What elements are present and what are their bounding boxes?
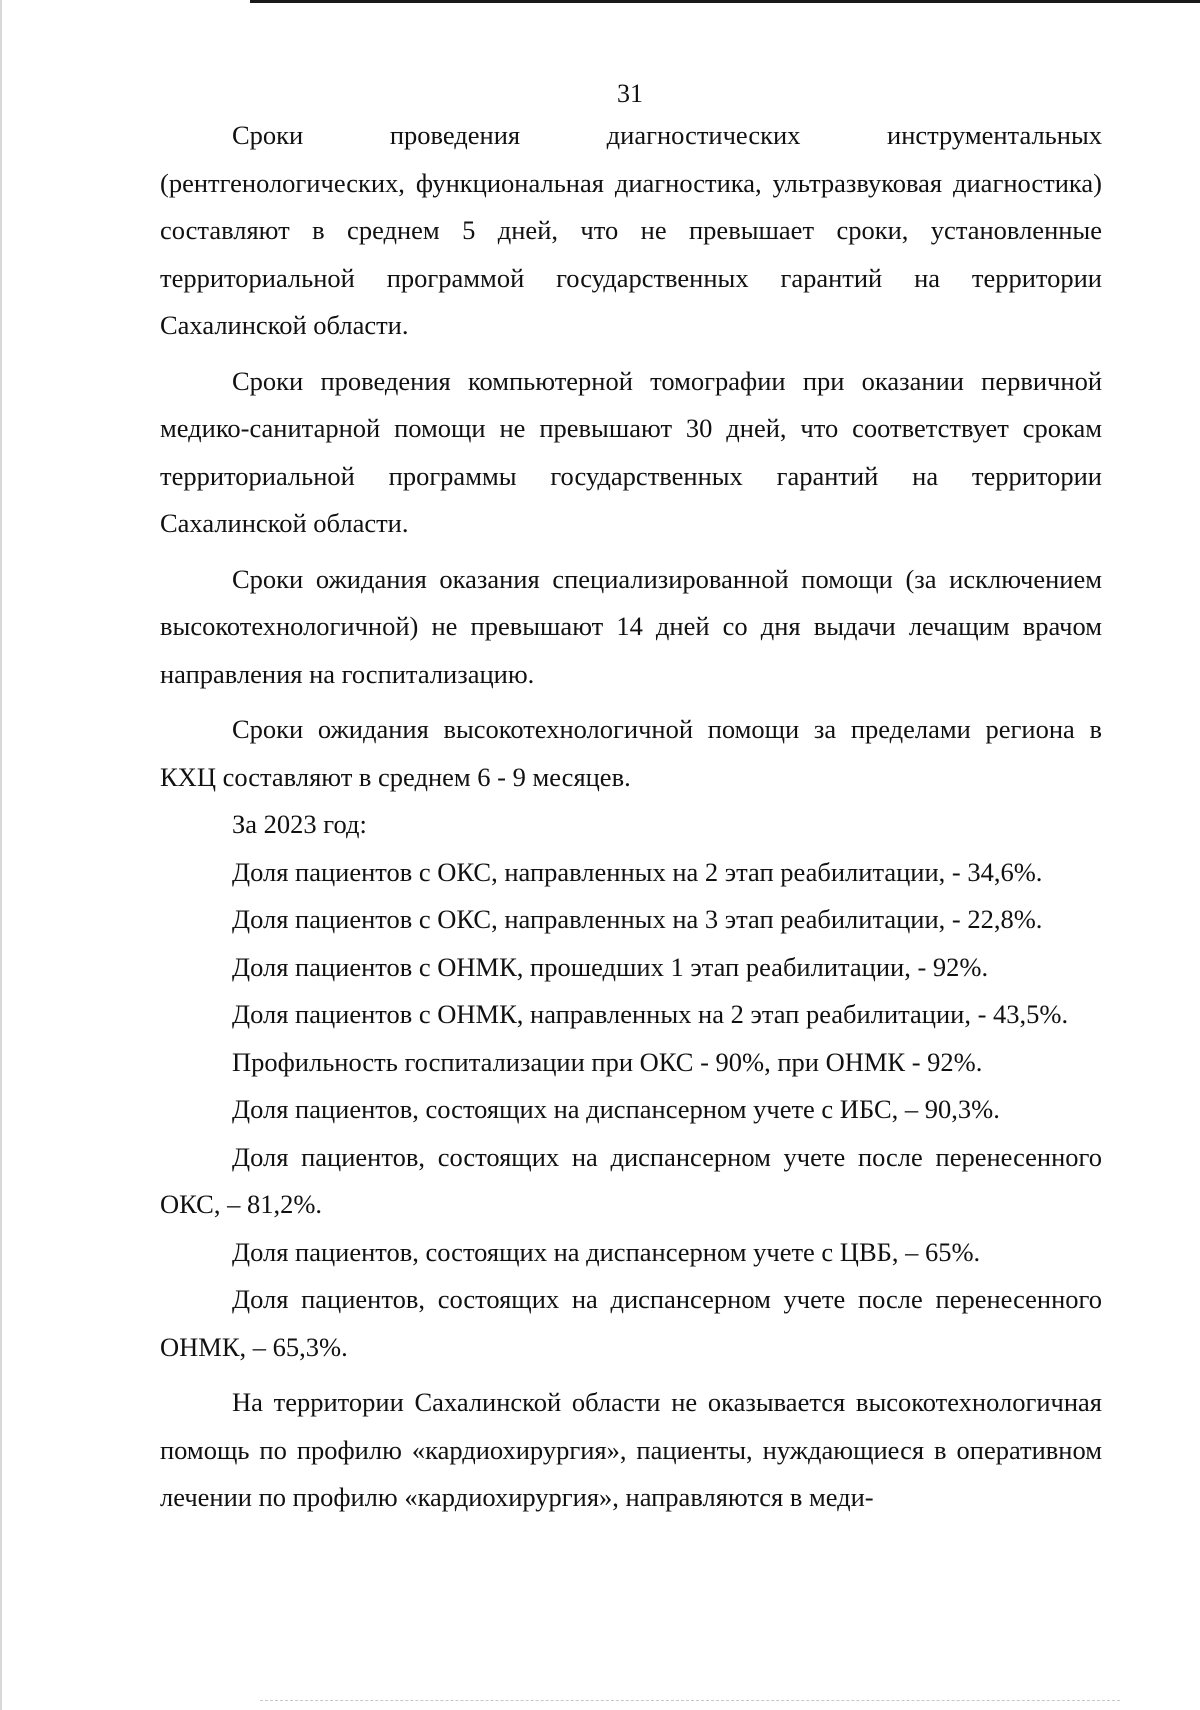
paragraph-oks-rehab-stage-3: Доля пациентов с ОКС, направленных на 3 этап реабилитации, - 22,8%. xyxy=(232,904,1043,934)
paragraph-dispensary-after-oks: Доля пациентов, состоящих на диспансерном учете после перенесенного ОКС, – 81,2%. xyxy=(160,1141,1102,1219)
page-number: 31 xyxy=(617,79,643,108)
document-body xyxy=(160,112,1102,1522)
paragraph-dispensary-after-onmk: Доля пациентов, состоящих на диспансерном учете после перенесенного ОНМК, – 65,3%. xyxy=(160,1284,1102,1362)
scan-edge-left xyxy=(0,0,2,1710)
paragraph-hospitalization-profile: Профильность госпитализации при ОКС - 90%, при ОНМК - 92%. xyxy=(232,1046,983,1077)
paragraph-onmk-rehab-stage-2: Доля пациентов с ОНМК, направленных на 2 этап реабилитации, - 43,5%. xyxy=(232,999,1069,1029)
scan-edge-top xyxy=(250,0,1200,3)
paragraph-diagnostics-terms: Сроки проведения диагностических инструментальных (рентгенологических, функциональная диагностика, ультразвуковая диагностика) составляют в среднем 5 дней, что не превышает сроки, установленные территориальной программой государственных гарантий на территории Сахалинской области. xyxy=(160,120,1102,340)
paragraph-dispensary-cvb: Доля пациентов, состоящих на диспансерном учете с ЦВБ, – 65%. xyxy=(232,1236,981,1267)
scan-edge-bottom xyxy=(260,1700,1120,1702)
paragraph-ct-terms: Сроки проведения компьютерной томографии при оказании первичной медико-санитарной помощи не превышают 30 дней, что соответствует срокам территориальной программы государственных гарантий на территории Сахалинской области. xyxy=(160,365,1102,538)
paragraph-onmk-rehab-stage-1: Доля пациентов с ОНМК, прошедших 1 этап реабилитации, - 92%. xyxy=(232,951,989,982)
paragraph-high-tech-care-terms: Сроки ожидания высокотехнологичной помощи за пределами региона в КХЦ составляют в среднем 6 - 9 месяцев. xyxy=(160,714,1102,792)
paragraph-specialized-care-terms: Сроки ожидания оказания специализированной помощи (за исключением высокотехнологичной) не превышают 14 дней со дня выдачи лечащим врачом направления на госпитализацию. xyxy=(160,563,1102,689)
paragraph-year-heading: За 2023 год: xyxy=(232,809,367,839)
paragraph-dispensary-ibs: Доля пациентов, состоящих на диспансерном учете с ИБС, – 90,3%. xyxy=(232,1094,1000,1124)
paragraph-oks-rehab-stage-2: Доля пациентов с ОКС, направленных на 2 этап реабилитации, - 34,6%. xyxy=(232,856,1043,887)
paragraph-cardiac-surgery: На территории Сахалинской области не оказывается высокотехнологичная помощь по профилю «кардиохирургия», пациенты, нуждающиеся в оперативном лечении по профилю «кардиохирургия», направляются в меди- xyxy=(160,1387,1102,1512)
